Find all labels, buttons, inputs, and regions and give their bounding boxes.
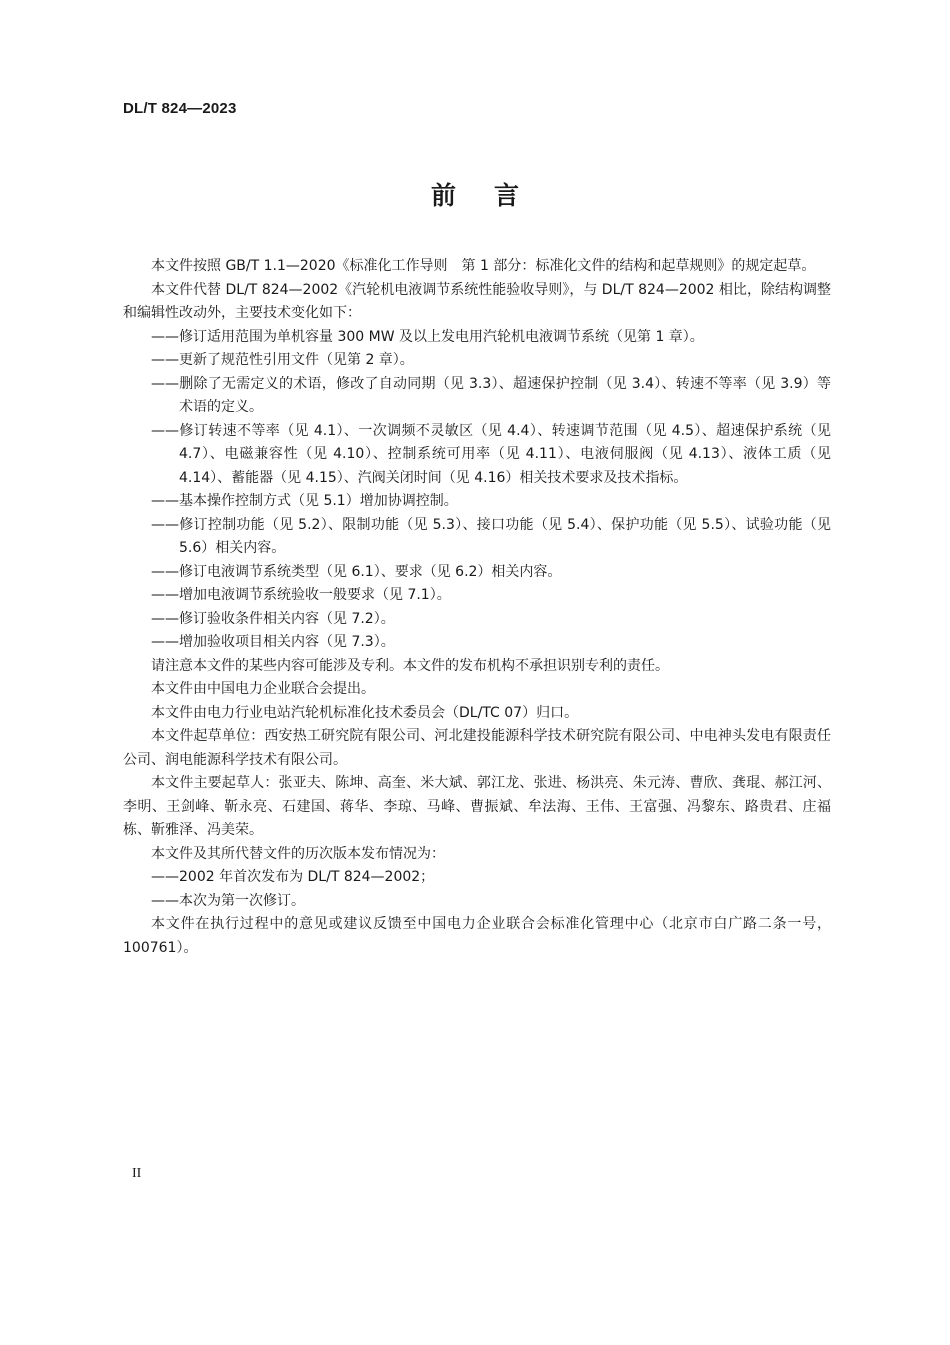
list-item: ——增加验收项目相关内容（见 7.3）。	[151, 634, 395, 650]
foreword-body	[123, 255, 831, 960]
paragraph: 本文件在执行过程中的意见或建议反馈至中国电力企业联合会标准化管理中心（北京市白广路二条一号，100761）。	[123, 916, 831, 956]
paragraph: 本文件由电力行业电站汽轮机标准化技术委员会（DL/TC 07）归口。	[151, 704, 579, 721]
paragraph: 本文件及其所代替文件的历次版本发布情况为：	[151, 845, 445, 862]
list-item: ——本次为第一次修订。	[151, 892, 305, 909]
list-item: ——修订转速不等率（见 4.1）、一次调频不灵敏区（见 4.4）、转速调节范围（见 4.5）、超速保护系统（见 4.7）、电磁兼容性（见 4.10）、控制系统可用率（见 4.11）、电液伺服阀（见 4.13）、液体工质（见 4.14）、蓄能器（见 4.15）、汽阀关闭时间（见 4.16）相关技术要求及技术指标。	[151, 422, 831, 486]
paragraph: 本文件由中国电力企业联合会提出。	[151, 681, 375, 697]
paragraph: 本文件代替 DL/T 824—2002《汽轮机电液调节系统性能验收导则》，与 DL/T 824—2002 相比，除结构调整和编辑性改动外，主要技术变化如下：	[123, 281, 831, 321]
page-title: 前言	[430, 181, 557, 210]
list-item: ——增加电液调节系统验收一般要求（见 7.1）。	[151, 587, 451, 603]
paragraph: 本文件起草单位：西安热工研究院有限公司、河北建投能源科学技术研究院有限公司、中电神头发电有限责任公司、润电能源科学技术有限公司。	[123, 728, 831, 768]
list-item: ——修订适用范围为单机容量 300 MW 及以上发电用汽轮机电液调节系统（见第 1 章）。	[151, 328, 704, 345]
list-item: ——更新了规范性引用文件（见第 2 章）。	[151, 352, 414, 368]
paragraph: 本文件主要起草人：张亚夫、陈坤、高奎、米大斌、郭江龙、张进、杨洪亮、朱元涛、曹欣、龚琨、郝江河、李明、王剑峰、靳永亮、石建国、蒋华、李琼、马峰、曹振斌、牟法海、王伟、王富强、冯黎东、路贵君、庄福栋、靳雅泽、冯美荣。	[123, 775, 831, 838]
paragraph: 本文件按照 GB/T 1.1—2020《标准化工作导则 第 1 部分：标准化文件的结构和起草规则》的规定起草。	[151, 258, 816, 274]
list-item: ——2002 年首次发布为 DL/T 824—2002；	[151, 869, 435, 885]
list-item: ——删除了无需定义的术语，修改了自动同期（见 3.3）、超速保护控制（见 3.4）、转速不等率（见 3.9）等术语的定义。	[151, 375, 831, 415]
list-item: ——修订验收条件相关内容（见 7.2）。	[151, 610, 395, 627]
page-number: II	[132, 1166, 142, 1181]
list-item: ——修订控制功能（见 5.2）、限制功能（见 5.3）、接口功能（见 5.4）、保护功能（见 5.5）、试验功能（见 5.6）相关内容。	[151, 516, 831, 556]
document-code: DL/T 824—2023	[123, 100, 237, 117]
list-item: ——基本操作控制方式（见 5.1）增加协调控制。	[151, 493, 458, 509]
list-item: ——修订电液调节系统类型（见 6.1）、要求（见 6.2）相关内容。	[151, 563, 562, 580]
paragraph: 请注意本文件的某些内容可能涉及专利。本文件的发布机构不承担识别专利的责任。	[151, 657, 669, 674]
